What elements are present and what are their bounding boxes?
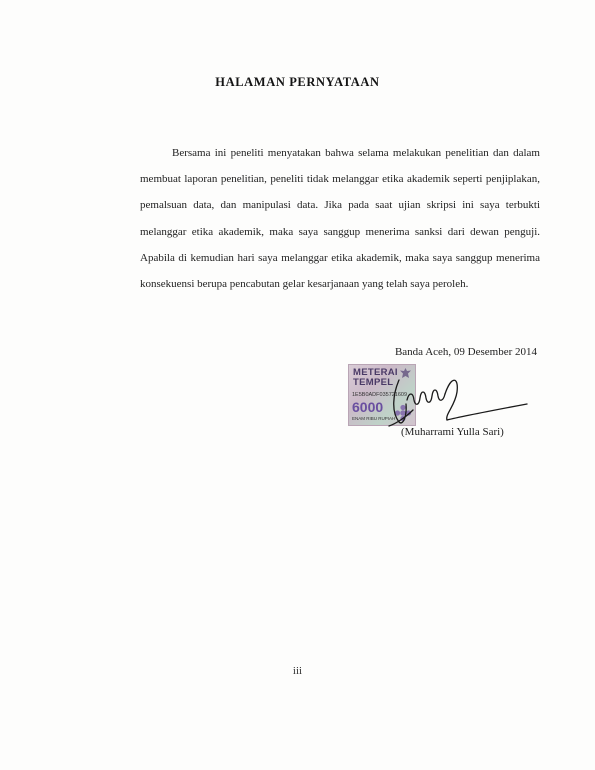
stamp-title-line1: METERAI [353, 367, 398, 378]
stamp-serial: 1E5B0ADF035721609 [352, 392, 408, 398]
stamp-title-line2: TEMPEL [353, 377, 394, 388]
stamp-currency: ENAM RIBU RUPIAH [352, 416, 396, 421]
stamp-value: 6000 [352, 399, 384, 415]
place-date: Banda Aceh, 09 Desember 2014 [394, 346, 537, 358]
statement-paragraph: Bersama ini peneliti menyatakan bahwa selama melakukan penelitian dan dalam membuat laporan penelitian, peneliti tidak melanggar etika akademik seperti penjiplakan, pemalsuan data, dan manipulasi data. Jika pada saat ujian skripsi ini saya terbukti melanggar etika akademik, maka saya sanggup menerima sanksi dari dewan penguji. Apabila di kemudian hari saya melanggar etika akademik, maka saya sanggup menerima konsekuensi berupa pencabutan gelar kesarjanaan yang telah saya peroleh. [140, 147, 540, 291]
page-number: iii [292, 665, 303, 677]
signer-name: (Muharrami Yulla Sari) [401, 426, 504, 438]
page-title: HALAMAN PERNYATAAN [215, 75, 380, 89]
